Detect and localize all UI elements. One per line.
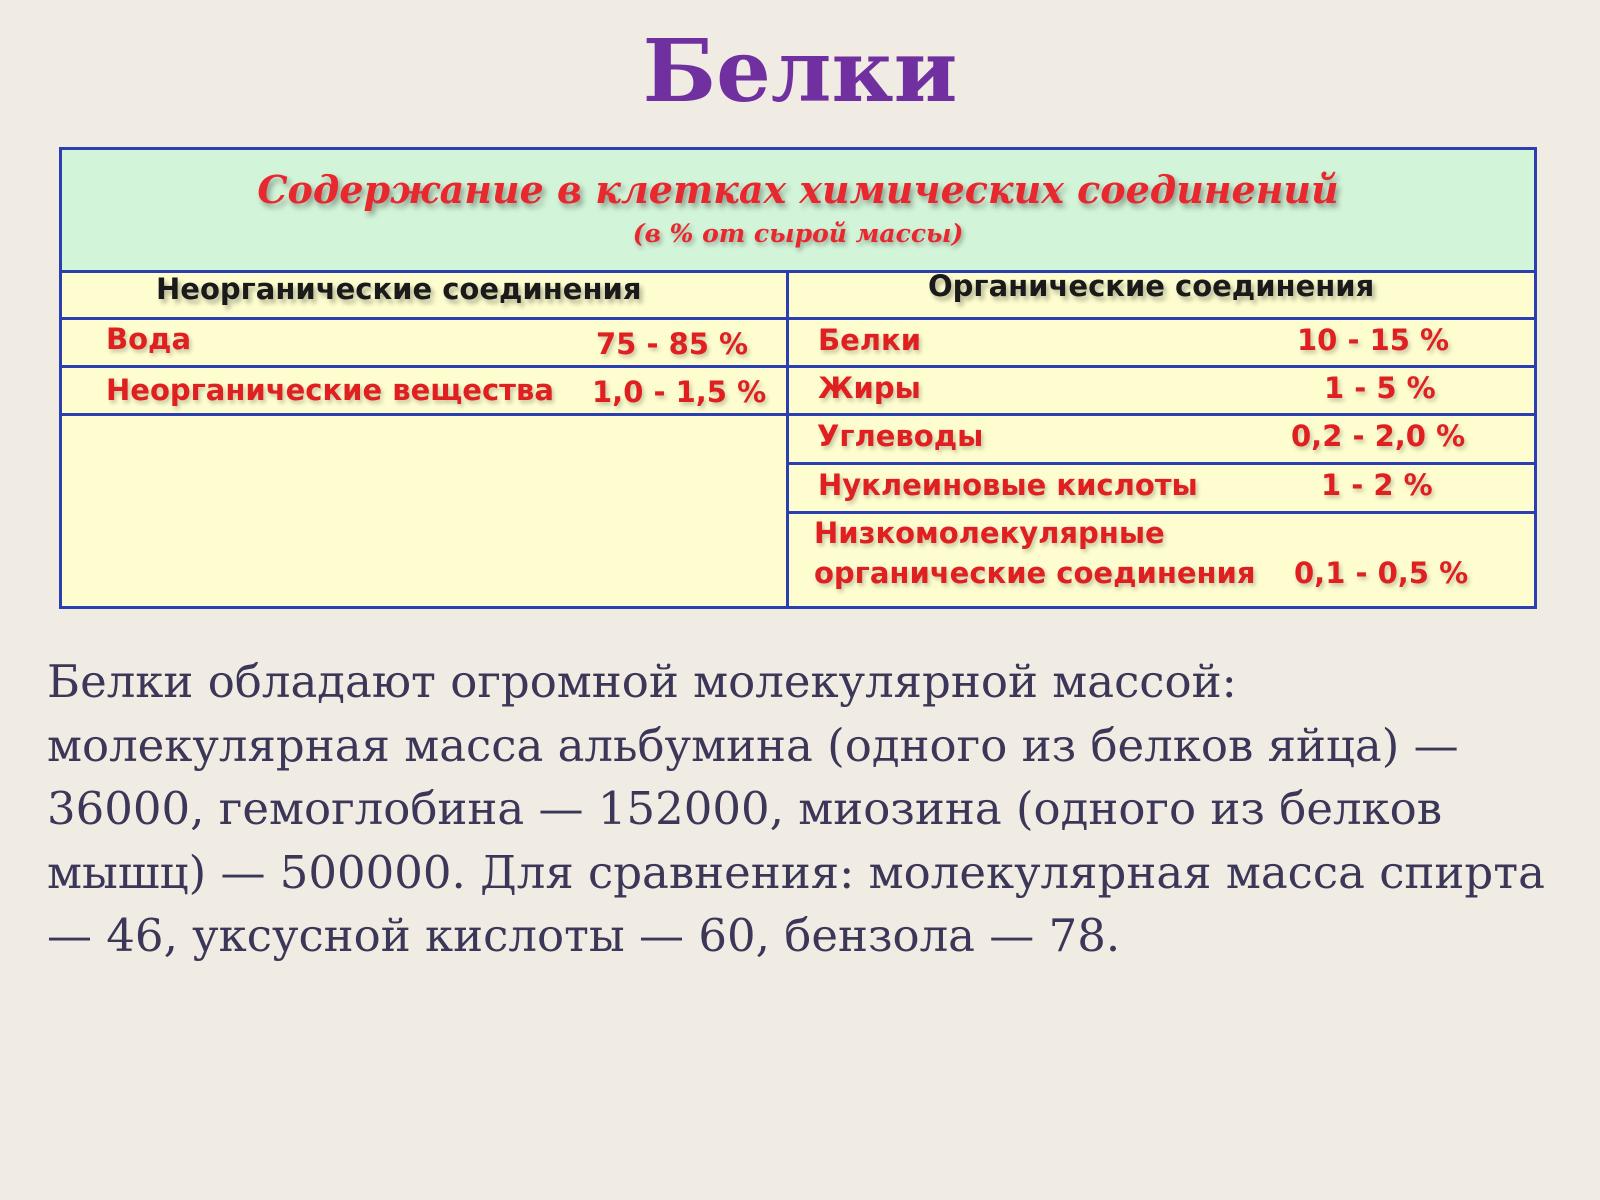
organic-heading: Органические соединения <box>928 269 1375 303</box>
organic-row-name: Низкомолекулярные <box>814 516 1165 550</box>
slide-title: Белки <box>642 21 958 122</box>
organic-row-name: Жиры <box>818 371 921 405</box>
organic-row-name: органические соединения <box>814 556 1256 590</box>
inorganic-row-value: 75 - 85 % <box>596 327 749 361</box>
organic-row-name: Белки <box>818 323 922 357</box>
table-subtitle: (в % от сырой массы) <box>632 219 964 248</box>
row-divider <box>62 317 1534 320</box>
inorganic-row-name: Вода <box>106 322 192 356</box>
column-divider <box>786 270 789 609</box>
row-divider <box>62 413 1534 416</box>
organic-row-name: Углеводы <box>817 419 984 453</box>
inorganic-row-name: Неорганические вещества <box>106 373 554 407</box>
row-divider <box>789 511 1534 514</box>
body-paragraph: Белки обладают огромной молекулярной массой: молекулярная масса альбумина (одного из белков яйца) — 36000, гемоглобина — 152000, миозина (одного из белков мышц) — 500000. Для сравнения: молекулярная масса спирта — 46, уксусной кислоты — 60, бензола — 78. <box>47 655 1545 962</box>
row-divider <box>789 462 1534 465</box>
organic-row-value: 1 - 5 % <box>1324 371 1436 405</box>
organic-row-value: 10 - 15 % <box>1297 323 1450 357</box>
table-title: Содержание в клетках химических соединений <box>257 167 1339 212</box>
inorganic-heading: Неорганические соединения <box>156 272 642 306</box>
row-divider <box>62 365 1534 368</box>
organic-row-value: 0,2 - 2,0 % <box>1291 419 1466 453</box>
chemical-composition-table <box>59 147 1537 609</box>
organic-row-value: 1 - 2 % <box>1321 468 1433 502</box>
inorganic-row-value: 1,0 - 1,5 % <box>592 375 767 409</box>
table-header <box>62 150 1534 273</box>
organic-row-value: 0,1 - 0,5 % <box>1294 556 1469 590</box>
organic-row-name: Нуклеиновые кислоты <box>818 468 1198 502</box>
